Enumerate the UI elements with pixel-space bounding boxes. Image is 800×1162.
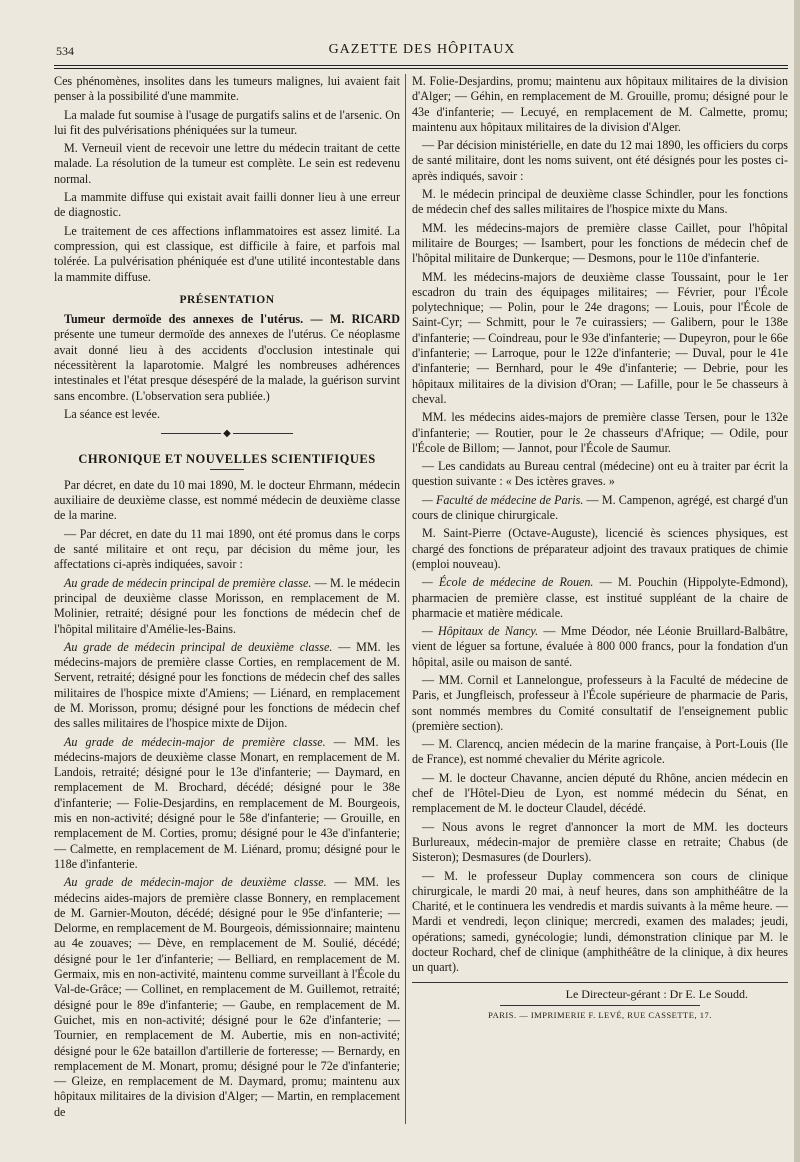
paragraph: MM. les médecins aides-majors de première classe Tersen, pour le 132e d'infanterie; — Routier, pour le 2e chasseurs d'Afrique; — Odile, pour l'École de Billom; — Jannot, pour l'École de Saumur. [412,410,788,455]
paragraph-lead: Au grade de médecin-major de première classe. [64,734,326,749]
page-number: 534 [56,44,74,58]
paragraph [412,493,788,524]
paragraph: La malade fut soumise à l'usage de purgatifs salins et de l'arsenic. On lui fit des pulvérisations phéniquées sur la tumeur. [54,107,400,137]
paragraph: Ces phénomènes, insolites dans les tumeurs malignes, lui avaient fait penser à la possibilité d'une mammite. [54,74,400,104]
paragraph-lead: Au grade de médecin-major de deuxième classe. [64,875,327,890]
paragraph [54,640,400,732]
header-rule-top [54,65,788,66]
paragraph: La mammite diffuse qui existait avait failli donner lieu à une erreur de diagnostic. [54,190,400,220]
paragraph-body: — MM. les médecins-majors de première classe Corties, en remplacement de M. Servent, retraité; désigné pour les fonctions de médecin chef des salles militaires de l'hospice mixte d'Amiens; — Liénard, en remplacement de M. Morisson, promu; désigné pour les fonctions de médecin chef des salles militaires de l'hospice mixte de Dijon. [54,639,400,731]
paragraph: — M. Clarencq, ancien médecin de la marine française, à Port-Louis (Ile de France), est nommé chevalier du Mérite agricole. [412,737,788,767]
column-divider [405,74,406,1124]
paragraph-body: — MM. les médecins aides-majors de première classe Bonnery, en remplacement de M. Garnier-Mouton, décédé; désigné pour le 95e d'infanterie; — Delorme, en remplacement de M. Bourgeois, démissionnaire; maintenu au 4e zouaves; — Dève, en remplacement de M. Soulié, décédé; désigné pour le 1er d'infanterie; — Belliard, en remplacement de M. Germaix, mis en non-activité, maintenu comme surveillant à l'École du Val-de-Grâce; — Collinet, en remplacement de M. Guillemot, retraité; désigné pour le 89e d'infanterie; — Gaube, en remplacement de M. Guichet, mis en non-activité; désigné pour le 62e d'infanterie; — Tournier, en remplacement de M. Aubertie, mis en non-activité; désigné pour le 62e bataillon d'artillerie de forteresse; — Bernardy, en remplacement de M. Monart, promu; désigné pour le 72e d'infanterie; — Gleize, en remplacement de M. Daymard, promu; maintenu aux hôpitaux militaires de la division d'Alger; — Martin, en remplacement de [54,875,400,1119]
paragraph [412,624,788,670]
paragraph: — Nous avons le regret d'annoncer la mort de MM. les docteurs Burlureaux, médecin-major de première classe en retraite; Chabus (de Sisteron); Desmasures (de Dourlers). [412,819,788,865]
paragraph: — Par décret, en date du 11 mai 1890, ont été promus dans le corps de santé militaire et ont reçu, par décision du même jour, les affectations ci-après indiquées, savoir : [54,526,400,572]
paragraph [54,735,400,873]
paragraph-lead: — École de médecine de Rouen. [422,575,594,590]
paragraph [54,875,400,1120]
paragraph-body: — M. Campenon, agrégé, est chargé d'un cours de clinique chirurgicale. [412,492,788,523]
paragraph-lead: Tumeur dermoïde des annexes de l'utérus. — M. RICARD [64,312,400,327]
paragraph-body: — M. Pouchin (Hippolyte-Edmond), pharmacien de première classe, est institué suppléant de la chaire de pharmacie et matière médicale. [412,575,788,620]
printer-rule [500,1005,700,1006]
paragraph: — MM. Cornil et Lannelongue, professeurs à la Faculté de médecine de Paris, et Jungfleisch, professeur à l'École supérieure de pharmacie de Paris, sont nommés membres du Comité consultatif de l'enseignement public (première section). [412,672,788,733]
paragraph-body: — M. le médecin principal de deuxième classe Morisson, en remplacement de M. Molinier, retraité; désigné pour les fonctions de médecin chef de l'hôpital militaire d'Amélie-les-Bains. [54,575,400,636]
paragraph: — Les candidats au Bureau central (médecine) ont eu à traiter par écrit la question suivante : « Des ictères graves. » [412,459,788,489]
paragraph: M. Saint-Pierre (Octave-Auguste), licencié ès sciences physiques, est chargé des fonctions de préparateur adjoint des travaux pratiques de chimie (emploi nouveau). [412,526,788,571]
section-heading-chronique: CHRONIQUE ET NOUVELLES SCIENTIFIQUES [78,451,376,466]
paragraph-lead: Au grade de médecin principal de première classe. [64,575,312,590]
paragraph: — M. le professeur Duplay commencera son cours de clinique chirurgicale, le mardi 20 mai, à neuf heures, dans son amphithéâtre de la Charité, et le continuera les vendredis et mardis suivants à la même heure. — Mardi et vendredi, leçon clinique; mercredi, examen des malades; jeudi, opérations; samedi, gynécologie; lundi, démonstration clinique par M. le docteur Rochard, chef de clinique (amphithéâtre de la clinique, à dix heures un quart). [412,868,788,975]
paragraph-body: — MM. les médecins-majors de deuxième classe Monart, en remplacement de M. Landois, retraité; désigné pour le 13e d'infanterie; — Daymard, en remplacement de M. Brochard, décédé; désigné pour le 38e d'infanterie; — Folie-Desjardins, en remplacement de M. Bourgeois, mis en non-activité; désigné pour le 58e d'infanterie; — Grouille, en remplacement de M. Corties, promu; désigné pour le 43e d'infanterie; — Calmette, en remplacement de M. Liénard, promu; désigné pour le 118e d'infanterie. [54,734,400,871]
printer-imprint: PARIS. — IMPRIMERIE F. LEVÉ, RUE CASSETTE, 17. [488,1009,712,1020]
heading-underline [210,469,244,470]
left-column [54,74,400,1123]
paragraph: — M. le docteur Chavanne, ancien député du Rhône, ancien médecin en chef de l'Hôtel-Dieu de Lyon, est nommé médecin du Sénat, en remplacement de M. le docteur Claudel, décédé. [412,770,788,816]
right-column [412,74,788,1023]
paragraph: M. Folie-Desjardins, promu; maintenu aux hôpitaux militaires de la division d'Alger; — Géhin, en remplacement de M. Grouille, promu; désigné pour le 43e d'infanterie; — Lecuyé, en remplacement de M. Calmette, promu; maintenu aux hôpitaux militaires de la division d'Alger. [412,74,788,134]
director-signature: Le Directeur-gérant : Dr E. Le Soudd. [565,986,748,1001]
page-edge [794,0,800,1162]
paragraph: Par décret, en date du 10 mai 1890, M. le docteur Ehrmann, médecin auxiliaire de deuxième classe, est nommé médecin de deuxième classe de la marine. [54,477,400,523]
paragraph: Le traitement de ces affections inflammatoires est assez limité. La compression, qui est classique, est difficile à faire, et parfois mal tolérée. La pulvérisation phéniquée est d'une utilité incontestable dans la mammite diffuse. [54,223,400,284]
paragraph-body: présente une tumeur dermoïde des annexes de l'utérus. Ce néoplasme avait donné lieu à des accidents d'occlusion intestinale qui nécessitèrent la laparotomie. Malgré les nombreuses adhérences intestinales et l'état presque désespéré de la malade, la guérison survint sans encombre. (L'observation sera publiée.) [54,327,400,403]
paragraph: — Par décision ministérielle, en date du 12 mai 1890, les officiers du corps de santé militaire, dont les noms suivent, ont été désignés pour les postes ci-après indiqués, savoir : [412,138,788,183]
paragraph-body: — Mme Déodor, née Léonie Bruillard-Balbâtre, vient de léguer sa fortune, évaluée à 800 000 francs, pour la fondation d'un hôpital, asile ou maison de santé. [412,624,789,669]
paragraph: MM. les médecins-majors de deuxième classe Toussaint, pour le 1er escadron du train des équipages militaires; — Février, pour l'École polytechnique; — Polin, pour le 24e dragons; — Louis, pour l'École de Saint-Cyr; — Schmitt, pour le 7e cuirassiers; — Galibern, pour le 138e d'infanterie; — Coindreau, pour le 93e d'infanterie; — Dupeyron, pour le 66e d'infanterie; — Larroque, pour le 122e d'infanterie; — Duval, pour le 41e d'infanterie; — Bernhard, pour le 49e d'infanterie; — Debrie, pour les hôpitaux militaires de la division d'Oran; — Lafille, pour le 5e chasseurs à cheval. [412,269,788,406]
paragraph: M. le médecin principal de deuxième classe Schindler, pour les fonctions de médecin chef des salles militaires de l'hospice mixte du Mans. [412,187,788,217]
page-header [56,40,788,64]
paragraph: M. Verneuil vient de recevoir une lettre du médecin traitant de cette malade. La résolution de la tumeur est complète. Le sein est redevenu normal. [54,141,400,186]
paragraph: La séance est levée. [64,406,161,421]
paragraph-lead: — Hôpitaux de Nancy. [422,624,539,639]
ornament-divider: ◆ [54,426,400,441]
signature-rule [412,982,788,983]
header-rule-bottom [54,68,788,69]
paragraph [412,575,788,621]
paragraph: MM. les médecins-majors de première classe Caillet, pour l'hôpital militaire de Bourges; — Isambert, pour les fonctions de médecin chef de l'hôpital militaire de Dunkerque; — Desmons, pour le 110e d'infanterie. [412,220,788,266]
paragraph-lead: — Faculté de médecine de Paris. [422,492,584,507]
paragraph-lead: Au grade de médecin principal de deuxième classe. [64,639,333,654]
journal-title: GAZETTE DES HÔPITAUX [328,42,516,57]
paragraph [54,576,400,637]
paragraph [54,312,400,404]
section-heading-presentation: PRÉSENTATION [179,293,275,306]
